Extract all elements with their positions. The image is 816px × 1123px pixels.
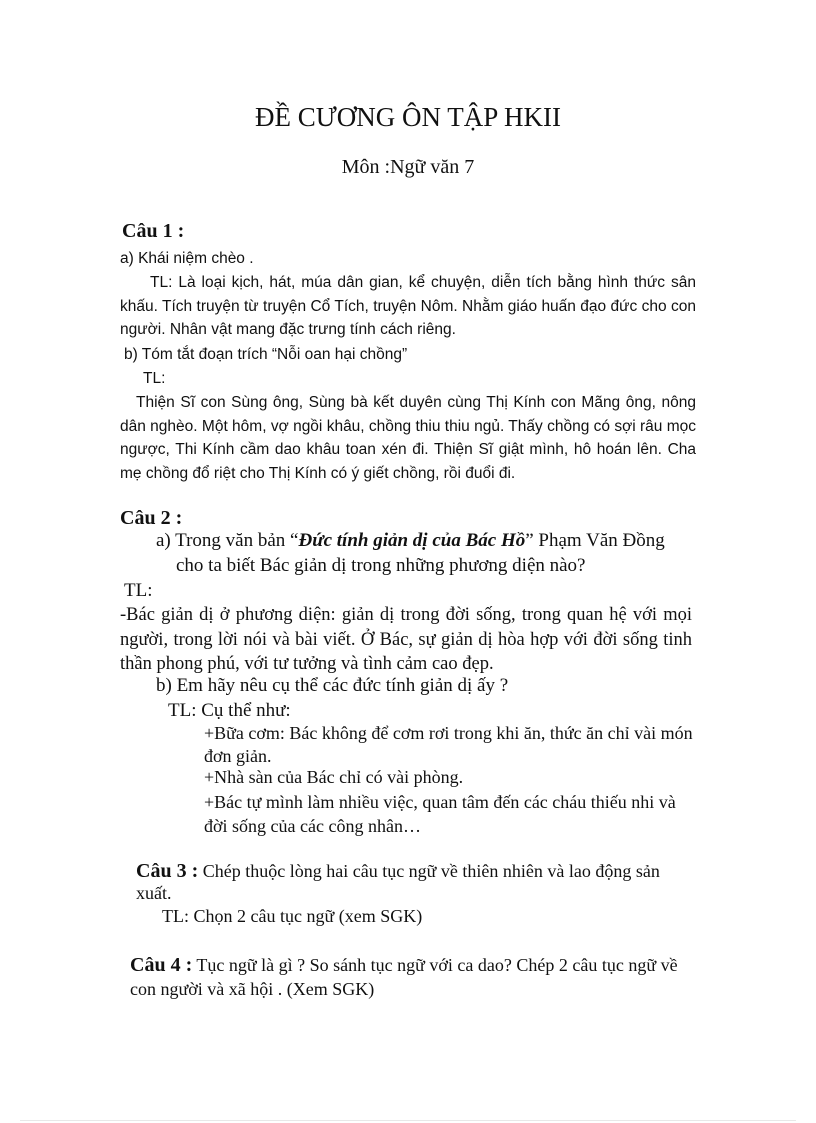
cau2-item-1: +Bữa cơm: Bác không để cơm rơi trong khi ăn, thức ăn chỉ vài món đơn giản.	[204, 723, 693, 766]
cau1-a-label: a) Khái niệm chèo .	[120, 250, 254, 267]
cau4-heading: Câu 4 :	[130, 954, 193, 976]
cau4-text: Tục ngữ là gì ? So sánh tục ngữ với ca dao? Chép 2 câu tục ngữ về con người và xã hội . (Xem SGK)	[130, 955, 678, 999]
cau2-item-2: +Nhà sàn của Bác chỉ có vài phòng.	[204, 767, 464, 787]
cau1-b-label: b) Tóm tắt đoạn trích “Nỗi oan hại chồng”	[124, 346, 408, 363]
cau2-answer: -Bác giản dị ở phương diện: giản dị trong đời sống, trong quan hệ với mọi người, trong lời nói và bài viết. Ở Bác, sự giản dị hòa hợp với đời sống tinh thần phong phú, với tư tưởng và tình cảm cao đẹp.	[120, 605, 692, 674]
cau2-b-question: b) Em hãy nêu cụ thể các đức tính giản dị ấy ?	[156, 675, 509, 696]
document-subject: Môn :Ngữ văn 7	[341, 156, 475, 178]
document-title: ĐỀ CƯƠNG ÔN TẬP HKII	[255, 102, 561, 132]
cau2-heading: Câu 2 :	[120, 507, 183, 529]
cau3-answer: TL: Chọn 2 câu tục ngữ (xem SGK)	[162, 906, 423, 926]
cau2-a-suffix: ” Phạm Văn Đồng	[525, 530, 665, 551]
cau3-heading: Câu 3 :	[136, 860, 199, 882]
cau1-a-answer: TL: Là loại kịch, hát, múa dân gian, kể chuyện, diễn tích bằng hình thức sân khấu. Tích truyện từ truyện Cổ Tích, truyện Nôm. Nhằm giáo huấn đạo đức cho con người. Nhân vật mang đặc trưng tính cách riêng.	[120, 274, 696, 338]
cau4-question	[130, 953, 682, 1001]
page-bottom-divider	[20, 1120, 796, 1121]
cau1-b-answer: Thiện Sĩ con Sùng ông, Sùng bà kết duyên cùng Thị Kính con Mãng ông, nông dân nghèo. Một hôm, vợ ngồi khâu, chồng thiu thiu ngủ. Thấy chồng có sợi râu mọc ngược, Thi Kính cầm dao khâu toan xén đi. Thiện Sĩ giật mình, hô hoán lên. Cha mẹ chồng đổ riệt cho Thị Kính có ý giết chồng, rồi đuổi đi.	[120, 394, 696, 482]
cau1-b-tl: TL:	[143, 370, 166, 387]
cau3-text: Chép thuộc lòng hai câu tục ngữ về thiên nhiên và lao động sản xuất.	[136, 861, 660, 903]
cau2-a-work-title: Đức tính giản dị của Bác Hồ	[298, 530, 526, 551]
cau2-a-line2: cho ta biết Bác giản dị trong những phương diện nào?	[176, 555, 586, 576]
cau1-heading: Câu 1 :	[122, 220, 185, 242]
cau2-item-3: +Bác tự mình làm nhiều việc, quan tâm đến các cháu thiếu nhi và đời sống của các công nhân…	[204, 792, 676, 836]
cau3-question	[136, 860, 682, 904]
cau2-b-tl: TL: Cụ thể như:	[168, 700, 291, 721]
cau2-a-question	[156, 530, 665, 552]
cau2-a-prefix: a) Trong văn bản “	[156, 530, 299, 551]
cau2-tl: TL:	[124, 580, 153, 601]
